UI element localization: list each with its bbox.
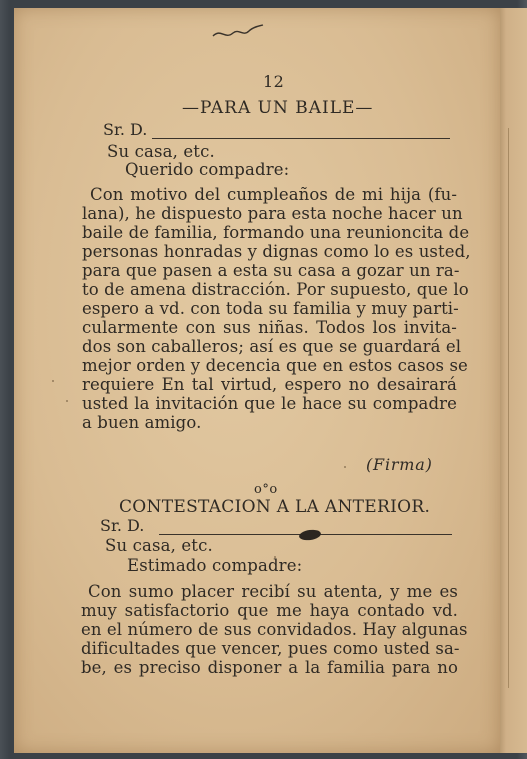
book-page <box>14 8 500 753</box>
letter-addressee: Sr. D. <box>103 120 148 139</box>
letter-body-line: mejor orden y decencia que en estos casos se <box>82 356 468 375</box>
letter-body-line: lana), he dispuesto para esta noche hacer un <box>82 204 463 223</box>
paper-speck <box>66 400 68 402</box>
reply-address: Su casa, etc. <box>105 536 213 555</box>
reply-body-line: dificultades que vencer, pues como usted sa- <box>81 639 460 658</box>
letter-body-line: baile de familia, formando una reunioncita de <box>82 223 470 242</box>
letter-body-line: to de amena distracción. Por supuesto, que lo <box>82 280 469 299</box>
ink-blot <box>298 529 321 542</box>
reply-title: CONTESTACION A LA ANTERIOR. <box>119 497 431 517</box>
facing-page-edge <box>500 8 527 753</box>
flourish-ornament-icon <box>211 22 267 42</box>
paper-speck <box>344 466 346 468</box>
letter-body-line: dos son caballeros; así es que se guardará el <box>82 337 462 356</box>
addressee-blank-line <box>152 138 450 139</box>
letter-body-line: usted la invitación que le hace su compadre <box>82 394 457 413</box>
reply-body-line: Con sumo placer recibí su atenta, y me es <box>88 582 458 601</box>
reply-body-line: be, es preciso disponer a la familia para no <box>81 658 458 677</box>
letter-salutation: Querido compadre: <box>125 160 290 179</box>
reply-addressee: Sr. D. <box>100 516 145 535</box>
reply-body-line: en el número de sus convidados. Hay algunas <box>81 620 468 639</box>
letter-body-line: Con motivo del cumpleaños de mi hija (fu- <box>90 185 457 204</box>
letter-title: —PARA UN BAILE— <box>182 98 374 118</box>
letter-body-line: para que pasen a esta su casa a gozar un ra- <box>82 261 460 280</box>
letter-signature: (Firma) <box>366 455 433 474</box>
letter-body-line: cularmente con sus niñas. Todos los invita- <box>82 318 457 337</box>
reply-salutation: Estimado compadre: <box>127 556 303 575</box>
letter-body-line: a buen amigo. <box>82 413 202 432</box>
paper-speck <box>52 380 54 382</box>
page-edge-shadow <box>508 128 509 688</box>
letter-body-line: requiere En tal virtud, espero no desairará <box>82 375 457 394</box>
page-number: 12 <box>263 72 285 91</box>
letter-body-line: personas honradas y dignas como lo es usted, <box>82 242 471 261</box>
letter-body-line: espero a vd. con toda su familia y muy parti- <box>82 299 459 318</box>
section-ornament: o°o <box>254 482 278 497</box>
letter-address: Su casa, etc. <box>107 142 215 161</box>
reply-body-line: muy satisfactorio que me haya contado vd. <box>81 601 458 620</box>
paper-speck <box>274 556 276 558</box>
